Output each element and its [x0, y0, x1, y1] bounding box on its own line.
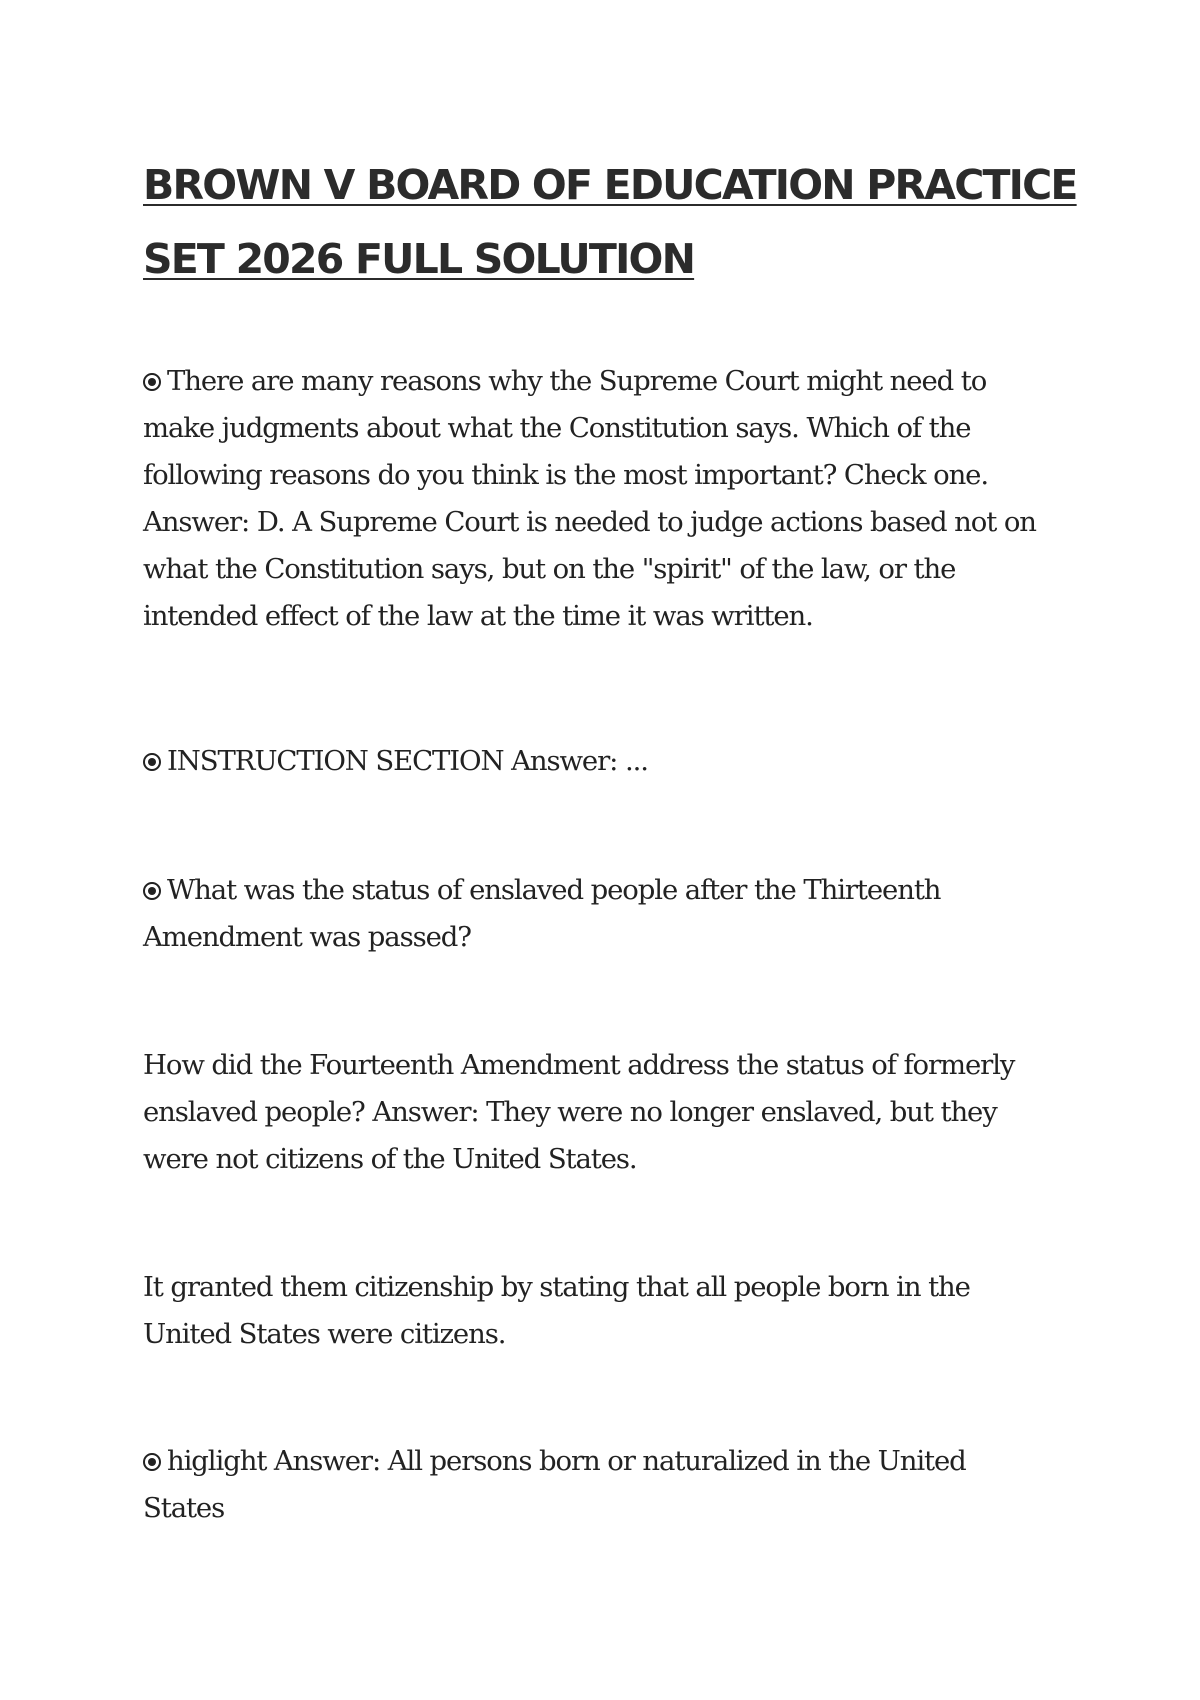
text-line: What was the status of enslaved people after the Thirteenth	[143, 867, 1083, 914]
text-line: were not citizens of the United States.	[143, 1143, 637, 1175]
text-line: what the Constitution says, but on the "spirit" of the law, or the	[143, 553, 956, 585]
radio-bullet-icon	[143, 373, 161, 391]
answer-block-citizenship	[143, 1264, 1083, 1358]
radio-bullet-icon	[143, 1453, 161, 1471]
text-line: intended effect of the law at the time it was written.	[143, 600, 813, 632]
text-line: make judgments about what the Constitution says. Which of the	[143, 412, 971, 444]
text-line: enslaved people? Answer: They were no longer enslaved, but they	[143, 1096, 997, 1128]
text-line: United States were citizens.	[143, 1318, 506, 1350]
text-line: There are many reasons why the Supreme Court might need to	[143, 358, 1083, 405]
text-line: It granted them citizenship by stating that all people born in the	[143, 1271, 970, 1303]
text-line: higlight Answer: All persons born or naturalized in the United	[143, 1438, 1083, 1485]
text-line: How did the Fourteenth Amendment address the status of formerly	[143, 1049, 1015, 1081]
text-line: States	[143, 1492, 225, 1524]
text-line: INSTRUCTION SECTION Answer: ...	[143, 738, 1083, 785]
text-line: Amendment was passed?	[143, 921, 471, 953]
document-title	[143, 148, 1077, 296]
radio-bullet-icon	[143, 753, 161, 771]
question-block-fourteenth-amendment	[143, 1042, 1083, 1183]
document-title-line: BROWN V BOARD OF EDUCATION PRACTICE	[143, 161, 1077, 209]
text-line: Answer: D. A Supreme Court is needed to judge actions based not on	[143, 506, 1036, 538]
question-block-highlight	[143, 1438, 1083, 1532]
radio-bullet-icon	[143, 882, 161, 900]
question-block-supreme-court	[143, 358, 1083, 640]
text-line: following reasons do you think is the most important? Check one.	[143, 459, 988, 491]
question-block-instruction	[143, 738, 1083, 785]
document-title-line: SET 2026 FULL SOLUTION	[143, 235, 695, 283]
question-block-thirteenth-amendment	[143, 867, 1083, 961]
